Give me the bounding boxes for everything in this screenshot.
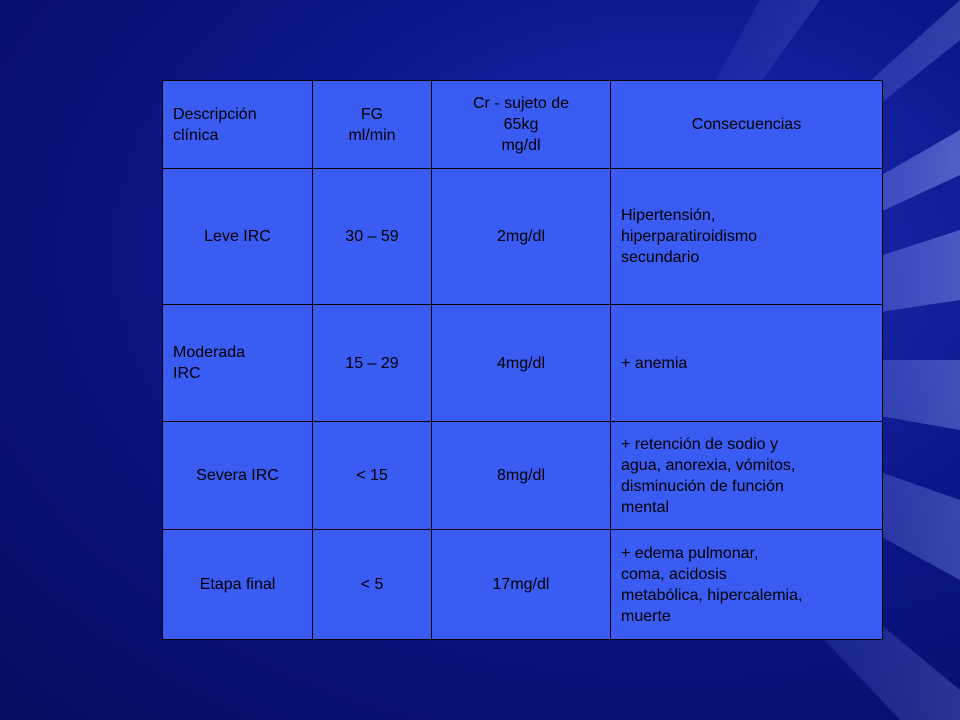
- cell-fg: < 5: [313, 530, 432, 640]
- table-row: [163, 422, 883, 530]
- ckd-stages-table-container: [162, 80, 803, 639]
- cell-fg: < 15: [313, 422, 432, 530]
- cell-fg: 30 – 59: [313, 169, 432, 305]
- table-header-row: [163, 81, 883, 169]
- cell-consecuencias: + anemia: [611, 305, 883, 422]
- header-consecuencias: Consecuencias: [611, 81, 883, 169]
- cell-cr: 4mg/dl: [432, 305, 611, 422]
- header-fg: FG ml/min: [313, 81, 432, 169]
- cell-fg: 15 – 29: [313, 305, 432, 422]
- cell-cr: 2mg/dl: [432, 169, 611, 305]
- header-cr: Cr - sujeto de 65kg mg/dl: [432, 81, 611, 169]
- cell-consecuencias: + retención de sodio y agua, anorexia, vómitos, disminución de función mental: [611, 422, 883, 530]
- header-descripcion-clinica: Descripción clínica: [163, 81, 313, 169]
- cell-consecuencias: Hipertensión, hiperparatiroidismo secundario: [611, 169, 883, 305]
- cell-consecuencias: + edema pulmonar, coma, acidosis metabólica, hipercalemia, muerte: [611, 530, 883, 640]
- cell-descripcion: Severa IRC: [163, 422, 313, 530]
- cell-cr: 17mg/dl: [432, 530, 611, 640]
- table-row: [163, 169, 883, 305]
- table-row: [163, 305, 883, 422]
- cell-descripcion: Etapa final: [163, 530, 313, 640]
- cell-descripcion: Moderada IRC: [163, 305, 313, 422]
- ckd-stages-table: [162, 80, 883, 640]
- cell-cr: 8mg/dl: [432, 422, 611, 530]
- cell-descripcion: Leve IRC: [163, 169, 313, 305]
- table-row: [163, 530, 883, 640]
